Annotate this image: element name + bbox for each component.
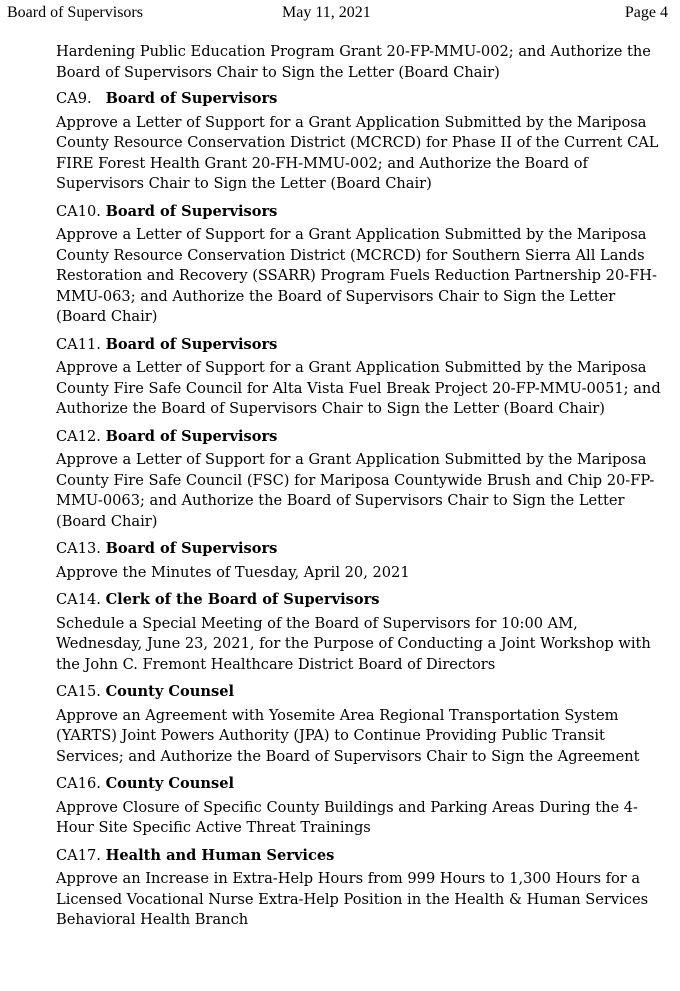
- item-description: Schedule a Special Meeting of the Board of Supervisors for 10:00 AM, Wednesday, June 23, 2021, for the Purpose of Conducting a Joint Workshop with the John C. Fremont Healthcare District Board of Directors: [56, 614, 651, 673]
- item-description: Approve a Letter of Support for a Grant Application Submitted by the Mariposa County Resource Conservation District (MCRCD) for Southern Sierra All Lands Restoration and Recovery (SSARR) Program Fuels Reduction Partnership 20-FH-MMU-063; and Authorize the Board of Supervisors Chair to Sign the Letter (Board Chair): [56, 226, 657, 325]
- agenda-item-ca17: [56, 846, 666, 931]
- agenda-content: [56, 42, 666, 938]
- item-department: Board of Supervisors: [105, 540, 278, 557]
- header-page-number: Page 4: [624, 4, 668, 21]
- agenda-item-ca11: [56, 335, 666, 420]
- item-number: CA13.: [56, 540, 101, 557]
- item-description: Approve a Letter of Support for a Grant Application Submitted by the Mariposa County Resource Conservation District (MCRCD) for Phase II of the Current CAL FIRE Forest Health Grant 20-FH-MMU-002; and Authorize the Board of Supervisors Chair to Sign the Letter (Board Chair): [56, 113, 659, 192]
- item-department: Board of Supervisors: [105, 335, 278, 353]
- agenda-item-ca9: [56, 89, 666, 195]
- item-description: Approve an Agreement with Yosemite Area Regional Transportation System (YARTS) Joint Powers Authority (JPA) to Continue Providing Public Transit Services; and Authorize the Board of Supervisors Chair to Sign the Agreement: [56, 706, 640, 765]
- item-department: Health and Human Services: [105, 846, 335, 864]
- item-number: CA15.: [56, 683, 101, 700]
- item-description: Approve a Letter of Support for a Grant Application Submitted by the Mariposa County Fire Safe Council (FSC) for Mariposa Countywide Brush and Chip 20-FP-MMU-0063; and Authorize the Board of Supervisors Chair to Sign the Letter (Board Chair): [56, 451, 655, 530]
- agenda-item-ca15: [56, 682, 666, 767]
- agenda-item-ca12: [56, 427, 666, 533]
- item-description: Approve an Increase in Extra-Help Hours from 999 Hours to 1,300 Hours for a Licensed Vocational Nurse Extra-Help Position in the Health & Human Services Behavioral Health Branch: [56, 870, 649, 928]
- item-department: Board of Supervisors: [105, 90, 278, 107]
- item-heading: [56, 539, 666, 560]
- item-number: CA10.: [56, 202, 101, 220]
- item-department: County Counsel: [105, 775, 235, 792]
- item-heading: [56, 202, 666, 223]
- header-board-name: Board of Supervisors: [7, 4, 143, 21]
- item-number: CA11.: [56, 335, 101, 353]
- item-description: Approve a Letter of Support for a Grant Application Submitted by the Mariposa County Fire Safe Council for Alta Vista Fuel Break Project 20-FP-MMU-0051; and Authorize the Board of Supervisors Chair to Sign the Letter (Board Chair): [56, 359, 661, 417]
- agenda-item-ca14: [56, 590, 666, 675]
- item-heading: [56, 427, 666, 448]
- agenda-item-ca10: [56, 202, 666, 328]
- item-heading: [56, 682, 666, 703]
- continued-item-text: Hardening Public Education Program Grant 20-FP-MMU-002; and Authorize the Board of Supervisors Chair to Sign the Letter (Board Chair): [56, 43, 651, 81]
- agenda-item-ca16: [56, 774, 666, 839]
- item-description: Approve Closure of Specific County Buildings and Parking Areas During the 4-Hour Site Specific Active Threat Trainings: [56, 798, 638, 836]
- item-heading: [56, 846, 666, 867]
- item-number: CA12.: [56, 427, 101, 445]
- item-number: CA16.: [56, 775, 101, 792]
- item-number: CA9.: [56, 90, 92, 107]
- item-heading: [56, 590, 666, 611]
- item-number: CA14.: [56, 591, 101, 608]
- header-meeting-date: May 11, 2021: [282, 4, 371, 21]
- item-description: Approve the Minutes of Tuesday, April 20, 2021: [56, 563, 410, 581]
- item-number: CA17.: [56, 846, 101, 864]
- item-department: County Counsel: [105, 683, 235, 700]
- item-department: Clerk of the Board of Supervisors: [105, 591, 380, 608]
- agenda-item-ca13: [56, 539, 666, 583]
- item-heading: [56, 89, 666, 110]
- page-header: [7, 4, 668, 26]
- item-department: Board of Supervisors: [105, 427, 278, 445]
- item-heading: [56, 335, 666, 356]
- item-heading: [56, 774, 666, 795]
- item-department: Board of Supervisors: [105, 202, 278, 220]
